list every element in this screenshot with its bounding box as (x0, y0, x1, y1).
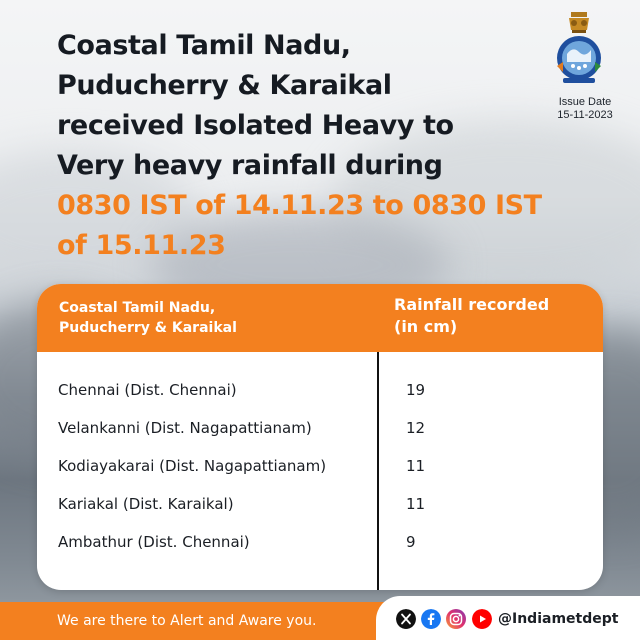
rainfall-cell: 11 (406, 495, 426, 513)
headline-line: Very heavy rainfall during (57, 150, 443, 181)
rainfall-cell: 9 (406, 533, 416, 551)
youtube-icon[interactable] (472, 609, 492, 629)
rainfall-table (37, 284, 603, 590)
headline-line: Coastal Tamil Nadu, (57, 30, 351, 61)
table-header (37, 284, 603, 352)
station-cell: Kariakal (Dist. Karaikal) (58, 495, 234, 513)
column-header-station (59, 298, 379, 338)
headline (57, 26, 542, 266)
facebook-icon[interactable] (421, 609, 441, 629)
imd-emblem-icon (553, 10, 605, 90)
rainfall-cell: 11 (406, 457, 426, 475)
issue-date-label: Issue Date (558, 96, 612, 108)
column-header-line: (in cm) (394, 317, 458, 336)
station-cell: Kodiayakarai (Dist. Nagapattianam) (58, 457, 327, 475)
station-cell: Ambathur (Dist. Chennai) (58, 533, 250, 551)
table-row (37, 380, 603, 418)
table-row (37, 532, 603, 570)
rainfall-cell: 19 (406, 381, 426, 399)
column-header-line: Puducherry & Karaikal (59, 320, 237, 336)
instagram-icon[interactable] (446, 609, 466, 629)
headline-line: received Isolated Heavy to (57, 110, 454, 141)
x-icon[interactable] (396, 609, 416, 629)
column-header-line: Coastal Tamil Nadu, (59, 300, 216, 316)
footer-tagline: We are there to Alert and Aware you. (57, 613, 317, 629)
issue-date (540, 96, 630, 122)
table-row (37, 494, 603, 532)
rainfall-cell: 12 (406, 419, 426, 437)
table-body (37, 380, 603, 570)
headline-highlight: 0830 IST of 14.11.23 to 0830 IST (57, 190, 542, 221)
column-header-rainfall (394, 294, 594, 338)
table-row (37, 418, 603, 456)
social-links (376, 596, 640, 640)
issue-date-value: 15-11-2023 (557, 109, 613, 121)
headline-highlight: of 15.11.23 (57, 230, 226, 261)
table-row (37, 456, 603, 494)
column-header-line: Rainfall recorded (394, 295, 550, 314)
station-cell: Chennai (Dist. Chennai) (58, 381, 237, 399)
headline-line: Puducherry & Karaikal (57, 70, 392, 101)
station-cell: Velankanni (Dist. Nagapattianam) (58, 419, 312, 437)
social-handle[interactable]: @Indiametdept (498, 611, 619, 627)
